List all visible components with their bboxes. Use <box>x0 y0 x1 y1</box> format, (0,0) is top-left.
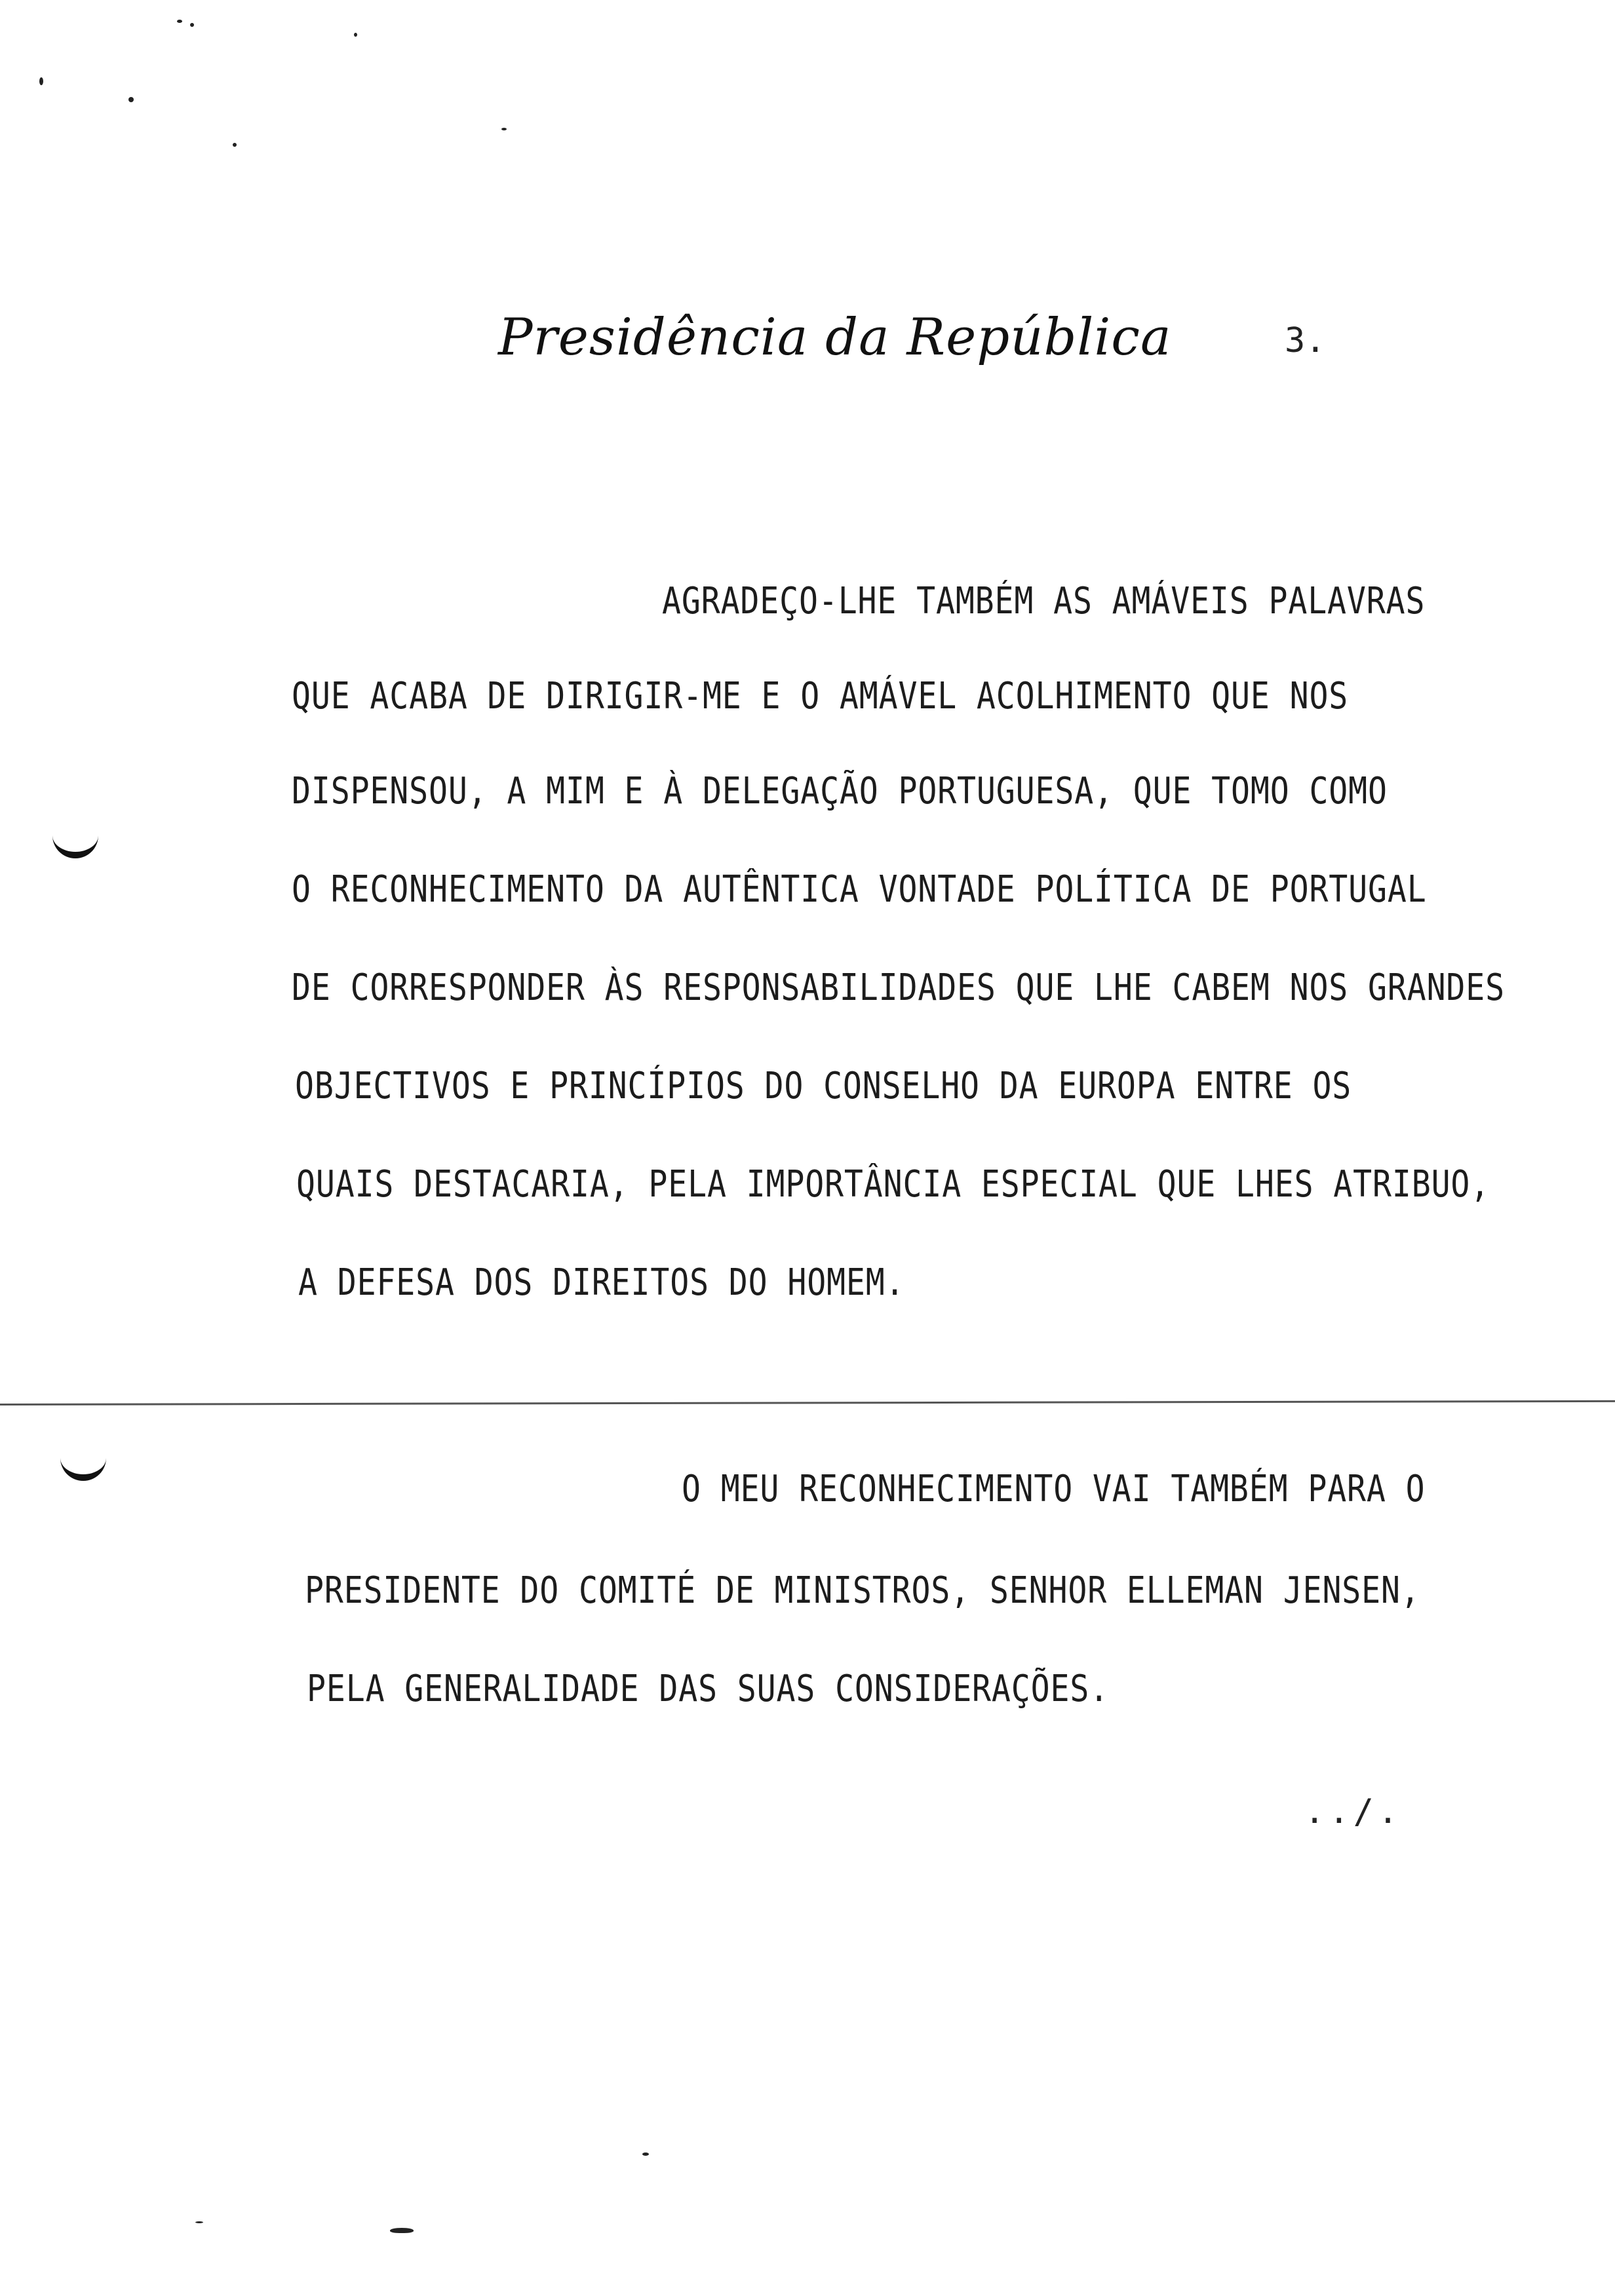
text-line: O RECONHECIMENTO DA AUTÊNTICA VONTADE POLÍTICA DE PORTUGAL <box>292 868 1427 911</box>
punch-hole-mark <box>60 1448 106 1481</box>
text-line: PRESIDENTE DO COMITÉ DE MINISTROS, SENHOR ELLEMAN JENSEN, <box>305 1569 1420 1612</box>
page-number: 3. <box>1285 321 1326 360</box>
text-line: DE CORRESPONDER ÀS RESPONSABILIDADES QUE LHE CABEM NOS GRANDES <box>292 966 1506 1009</box>
letterhead: Presidência da República <box>498 308 1172 367</box>
scan-speck <box>128 97 134 102</box>
scan-speck <box>390 2228 414 2233</box>
text-line: OBJECTIVOS E PRINCÍPIOS DO CONSELHO DA EUROPA ENTRE OS <box>295 1065 1352 1107</box>
scan-speck <box>642 2152 649 2156</box>
text-line: AGRADEÇO-LHE TAMBÉM AS AMÁVEIS PALAVRAS <box>662 580 1426 622</box>
text-line: DISPENSOU, A MIM E À DELEGAÇÃO PORTUGUESA, QUE TOMO COMO <box>292 770 1388 813</box>
text-line: QUAIS DESTACARIA, PELA IMPORTÂNCIA ESPECIAL QUE LHES ATRIBUO, <box>296 1163 1490 1206</box>
text-line: O MEU RECONHECIMENTO VAI TAMBÉM PARA O <box>682 1468 1426 1510</box>
scan-speck <box>177 20 182 23</box>
scan-speck <box>190 23 194 27</box>
scan-speck <box>233 143 237 147</box>
scan-speck <box>39 77 43 85</box>
scan-speck <box>195 2221 203 2223</box>
punch-hole-mark <box>52 826 98 858</box>
text-line: A DEFESA DOS DIREITOS DO HOMEM. <box>298 1261 905 1304</box>
text-line: PELA GENERALIDADE DAS SUAS CONSIDERAÇÕES. <box>307 1668 1110 1710</box>
scan-speck <box>501 128 507 130</box>
scan-speck <box>354 33 357 37</box>
continuation-mark: ../. <box>1304 1792 1403 1831</box>
horizontal-divider <box>0 1400 1615 1406</box>
text-line: QUE ACABA DE DIRIGIR-ME E O AMÁVEL ACOLHIMENTO QUE NOS <box>292 675 1349 718</box>
